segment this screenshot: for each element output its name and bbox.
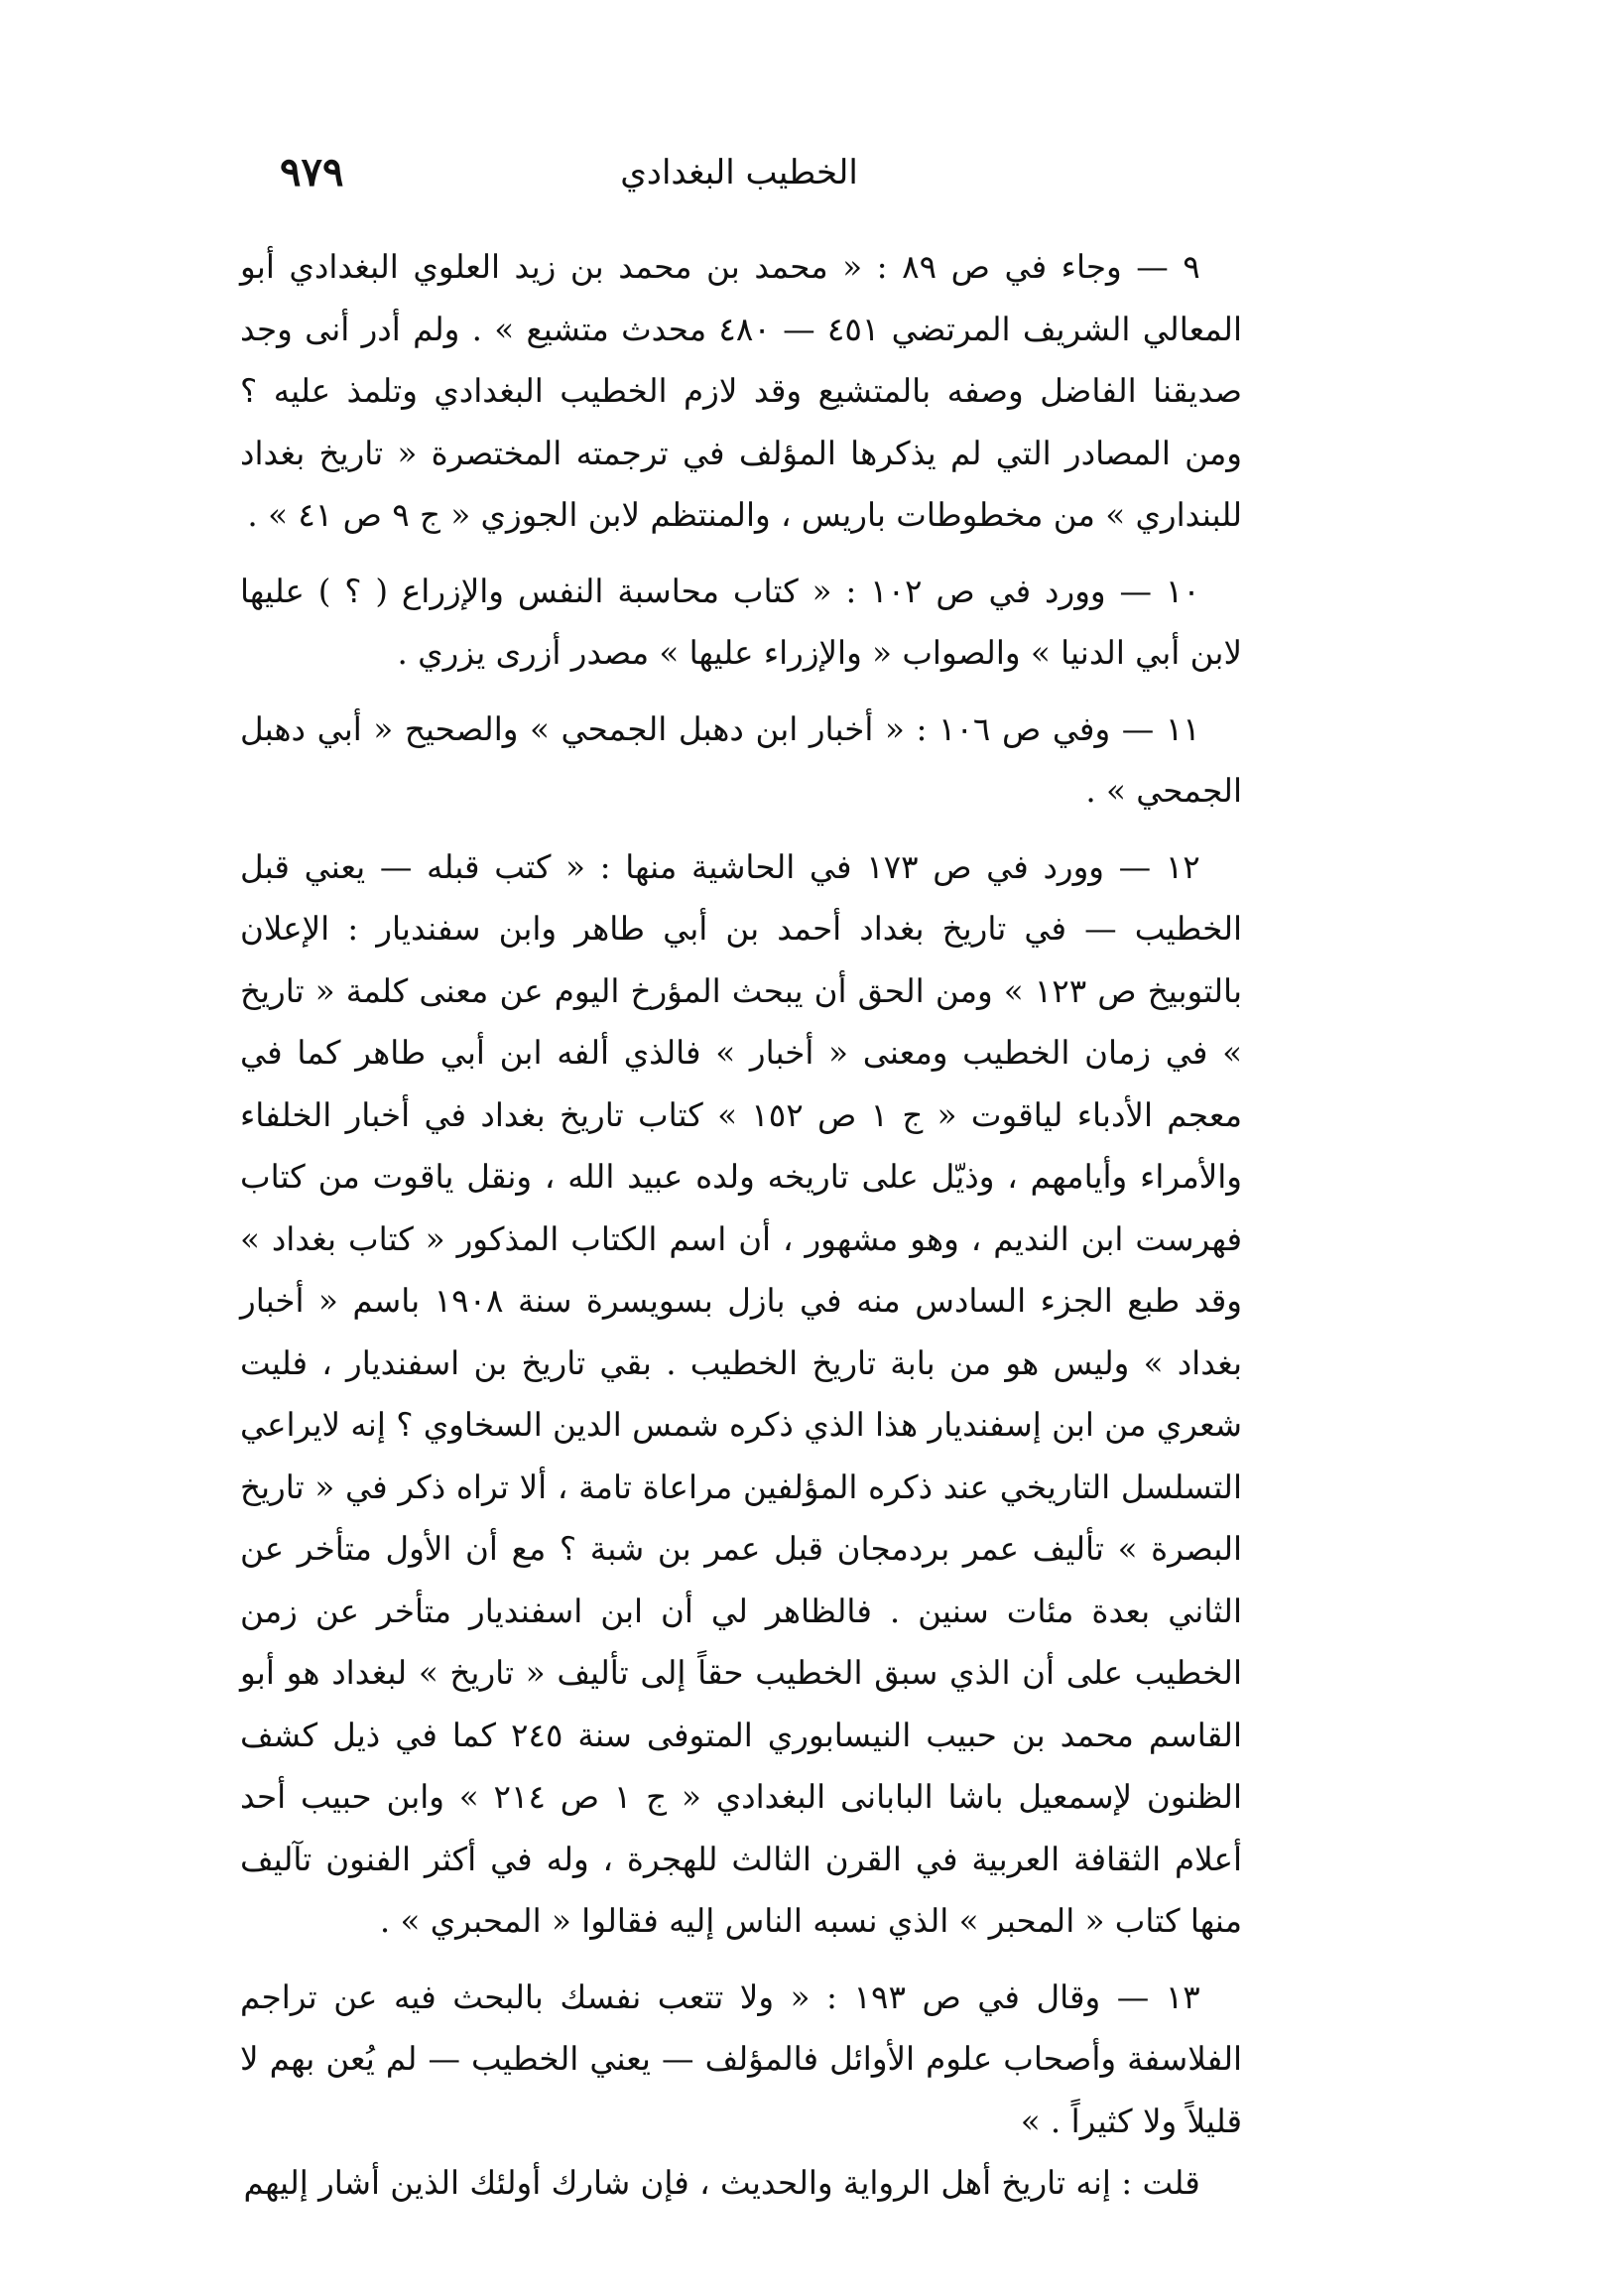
paragraph-note-10: ١٠ — وورد في ص ١٠٢ : « كتاب محاسبة النفس والإزراع ( ؟ ) عليها لابن أبي الدنيا » والصواب « والإزراء عليها » مصدر أزرى يزري . [240,572,1242,672]
page-number: ٩٧٩ [280,149,344,195]
paragraph-note-12: ١٢ — وورد في ص ١٧٣ في الحاشية منها : « كتب قبله — يعني قبل الخطيب — في تاريخ بغداد أحمد بن أبي طاهر وابن سفنديار : الإعلان بالتوبيخ ص ١٢٣ » ومن الحق أن يبحث المؤرخ اليوم عن معنى كلمة « تاريخ » في زمان الخطيب ومعنى « أخبار » فالذي ألفه ابن أبي طاهر كما في معجم الأدباء لياقوت « ج ١ ص ١٥٢ » كتاب تاريخ بغداد في أخبار الخلفاء والأمراء وأيامهم ، وذيّل على تاريخه ولده عبيد الله ، ونقل ياقوت من كتاب فهرست ابن النديم ، وهو مشهور ، أن اسم الكتاب المذكور « كتاب بغداد » وقد طبع الجزء السادس منه في بازل بسويسرة سنة ١٩٠٨ باسم « أخبار بغداد » وليس هو من بابة تاريخ الخطيب . بقي تاريخ بن اسفنديار ، فليت شعري من ابن إسفنديار هذا الذي ذكره شمس الدين السخاوي ؟ إنه لايراعي التسلسل التاريخي عند ذكره المؤلفين مراعاة تامة ، ألا تراه ذكر في « تاريخ البصرة » تأليف عمر بردمجان قبل عمر بن شبة ؟ مع أن الأول متأخر عن الثاني بعدة مئات سنين . فالظاهر لي أن ابن اسفنديار متأخر عن زمن الخطيب على أن الذي سبق الخطيب حقاً إلى تأليف « تاريخ » لبغداد هو أبو القاسم محمد بن حبيب النيسابوري المتوفى سنة ٢٤٥ كما في ذيل كشف الظنون لإسمعيل باشا البابانى البغدادي « ج ١ ص ٢١٤ » وابن حبيب أحد أعلام الثقافة العربية في القرن الثالث للهجرة ، وله في أكثر الفنون تآليف منها كتاب « المحبر » الذي نسبه الناس إليه فقالوا « المحبري » . [240,847,1243,1940]
running-title: الخطيب البغدادي [620,153,858,192]
paragraph-note-9: ٩ — وجاء في ص ٨٩ : « محمد بن محمد بن زيد العلوي البغدادي أبو المعالي الشريف المرتضي ٤٥١ — ٤٨٠ محدث متشيع » . ولم أدر أنى وجد صديقنا الفاضل وصفه بالمتشيع وقد لازم الخطيب البغدادي وتلمذ عليه ؟ ومن المصادر التي لم يذكرها المؤلف في ترجمته المختصرة « تاريخ بغداد للبنداري » من مخطوطات باريس ، والمنتظم لابن الجوزي « ج ٩ ص ٤١ » . [240,248,1242,534]
page-header [238,149,1240,208]
paragraph-note-13: ١٣ — وقال في ص ١٩٣ : « ولا تتعب نفسك بالبحث فيه عن تراجم الفلاسفة وأصحاب علوم الأوائل فالمؤلف — يعني الخطيب — لم يُعن بهم لا قليلاً ولا كثيراً . » [240,1977,1242,2140]
paragraph-continuation: قلت : إنه تاريخ أهل الرواية والحديث ، فإن شارك أولئك الذين أشار إليهم [243,2164,1200,2202]
paragraph-note-11: ١١ — وفي ص ١٠٦ : « أخبار ابن دهبل الجمحي » والصحيح « أبي دهبل الجمحي » . [240,709,1242,810]
body-text [240,236,1242,2215]
